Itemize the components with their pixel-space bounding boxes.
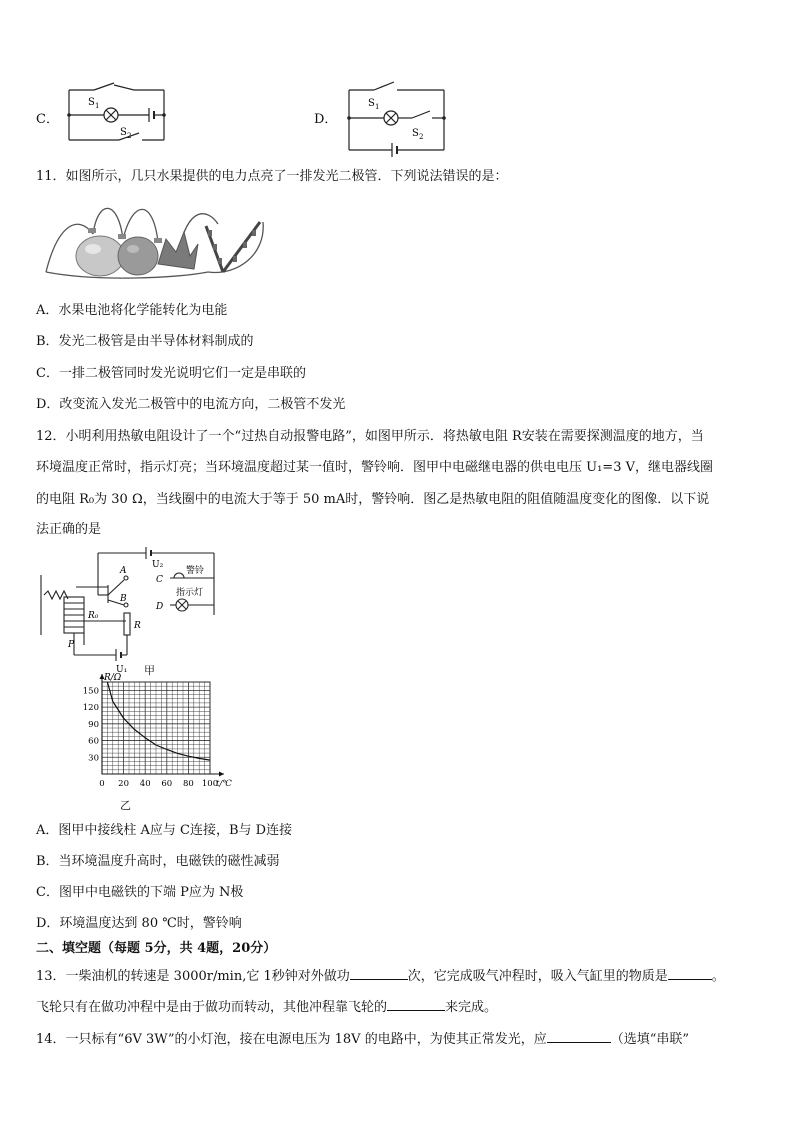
q13-text-1c: 。 [711,969,725,984]
chart-x-tick-label: 80 [182,779,194,789]
q14-line [36,1030,689,1049]
q14-blank-1[interactable] [547,1030,611,1043]
terminal-d-label: D [156,602,164,612]
s1-sub: 1 [95,102,100,110]
r0-label: R₀ [88,611,99,621]
fruit-battery-figure [38,194,276,282]
section-fill-blank-heading: 二、填空题（每题 5分，共 4题，20分） [36,941,277,956]
chart-y-tick-label: 90 [88,719,99,730]
circuit-c-figure [64,80,174,150]
q12-stem-line-1: 12．小明利用热敏电阻设计了一个“过热自动报警电路”，如图甲所示．将热敏电阻 R安装在需要探测温度的地方，当 [36,429,704,444]
u1-label: U₁ [116,665,128,675]
q13-blank-3[interactable] [387,998,445,1011]
bell-label: 警铃 [186,566,205,576]
q13-text-2b: 来完成。 [445,1000,498,1015]
q13-blank-2[interactable] [668,967,712,980]
q12-option-d: D．环境温度达到 80 ℃时，警铃响 [36,916,242,931]
q13-line-2 [36,998,497,1017]
q13-text-1b: 次，它完成吸气冲程时，吸入气缸里的物质是 [407,969,668,984]
q11-option-b: B．发光二极管是由半导体材料制成的 [36,334,254,349]
q11-option-d: D．改变流入发光二极管中的电流方向，二极管不发光 [36,397,346,412]
d-s2-label: S [412,128,419,139]
q14-text-a: 14．一只标有“6V 3W”的小灯泡，接在电源电压为 18V 的电路中，为使其正常发光，应 [36,1032,547,1047]
chart-y-tick-label: 60 [88,736,99,747]
s2-label: S [120,127,127,138]
chart-y-tick-label: 150 [82,686,99,697]
s2-sub: 2 [127,132,132,140]
q13-blank-1[interactable] [350,967,408,980]
q11-option-c: C．一排二极管同时发光说明它们一定是串联的 [36,366,306,381]
d-s1-sub: 1 [375,103,380,111]
u2-label: U₂ [152,560,164,570]
chart-y-axis-label: R/Ω [104,673,122,683]
figure-jia-caption: 甲 [144,664,155,677]
r-label: R [134,621,141,631]
option-c-label: C． [36,112,59,127]
lamp-label: 指示灯 [176,588,204,598]
q12-stem-line-4: 法正确的是 [36,522,102,537]
q13-text-1a: 13．一柴油机的转速是 3000r/min,它 1秒钟对外做功 [36,969,350,984]
q11-stem: 11．如图所示，几只水果提供的电力点亮了一排发光二极管．下列说法错误的是： [36,169,508,184]
q11-option-a: A．水果电池将化学能转化为电能 [36,303,228,318]
circuit-d-figure [344,78,454,160]
chart-x-tick-label: 0 [99,779,105,789]
q13-line-1 [36,967,725,986]
chart-x-axis-label: t/℃ [216,779,232,789]
figure-yi-caption: 乙 [120,799,131,812]
chart-x-tick-label: 40 [139,779,151,789]
p-label: P [68,640,75,650]
chart-x-tick-label: 60 [161,779,173,789]
chart-y-tick-label: 30 [88,753,99,764]
chart-x-tick-label: 20 [118,779,130,789]
q12-stem-line-2: 环境温度正常时，指示灯亮；当环境温度超过某一值时，警铃响．图甲中电磁继电器的供电电压 U₁=3 V，继电器线圈 [36,460,713,475]
relay-circuit-figure [36,545,236,675]
terminal-b-label: B [120,594,127,604]
s1-label: S [88,97,95,108]
q12-option-b: B．当环境温度升高时，电磁铁的磁性减弱 [36,854,280,869]
chart-x-tick-label: 100 [201,779,219,789]
q14-text-b: （选填“串联” [610,1032,689,1047]
resistance-temperature-chart [74,670,234,805]
q12-stem-line-3: 的电阻 R₀为 30 Ω，当线圈中的电流大于等于 50 mA时，警铃响．图乙是热敏电阻的阻值随温度变化的图像．以下说 [36,492,710,507]
option-d-label: D． [314,112,338,127]
terminal-a-label: A [120,566,127,576]
q13-text-2a: 飞轮只有在做功冲程中是由于做功而转动，其他冲程靠飞轮的 [36,1000,388,1015]
d-s2-sub: 2 [419,133,424,141]
q12-option-a: A．图甲中接线柱 A应与 C连接，B与 D连接 [36,823,293,838]
q12-option-c: C．图甲中电磁铁的下端 P应为 N极 [36,885,244,900]
d-s1-label: S [368,98,375,109]
chart-x-arrow [219,772,224,777]
chart-y-tick-label: 120 [82,703,99,714]
terminal-c-label: C [156,575,163,585]
